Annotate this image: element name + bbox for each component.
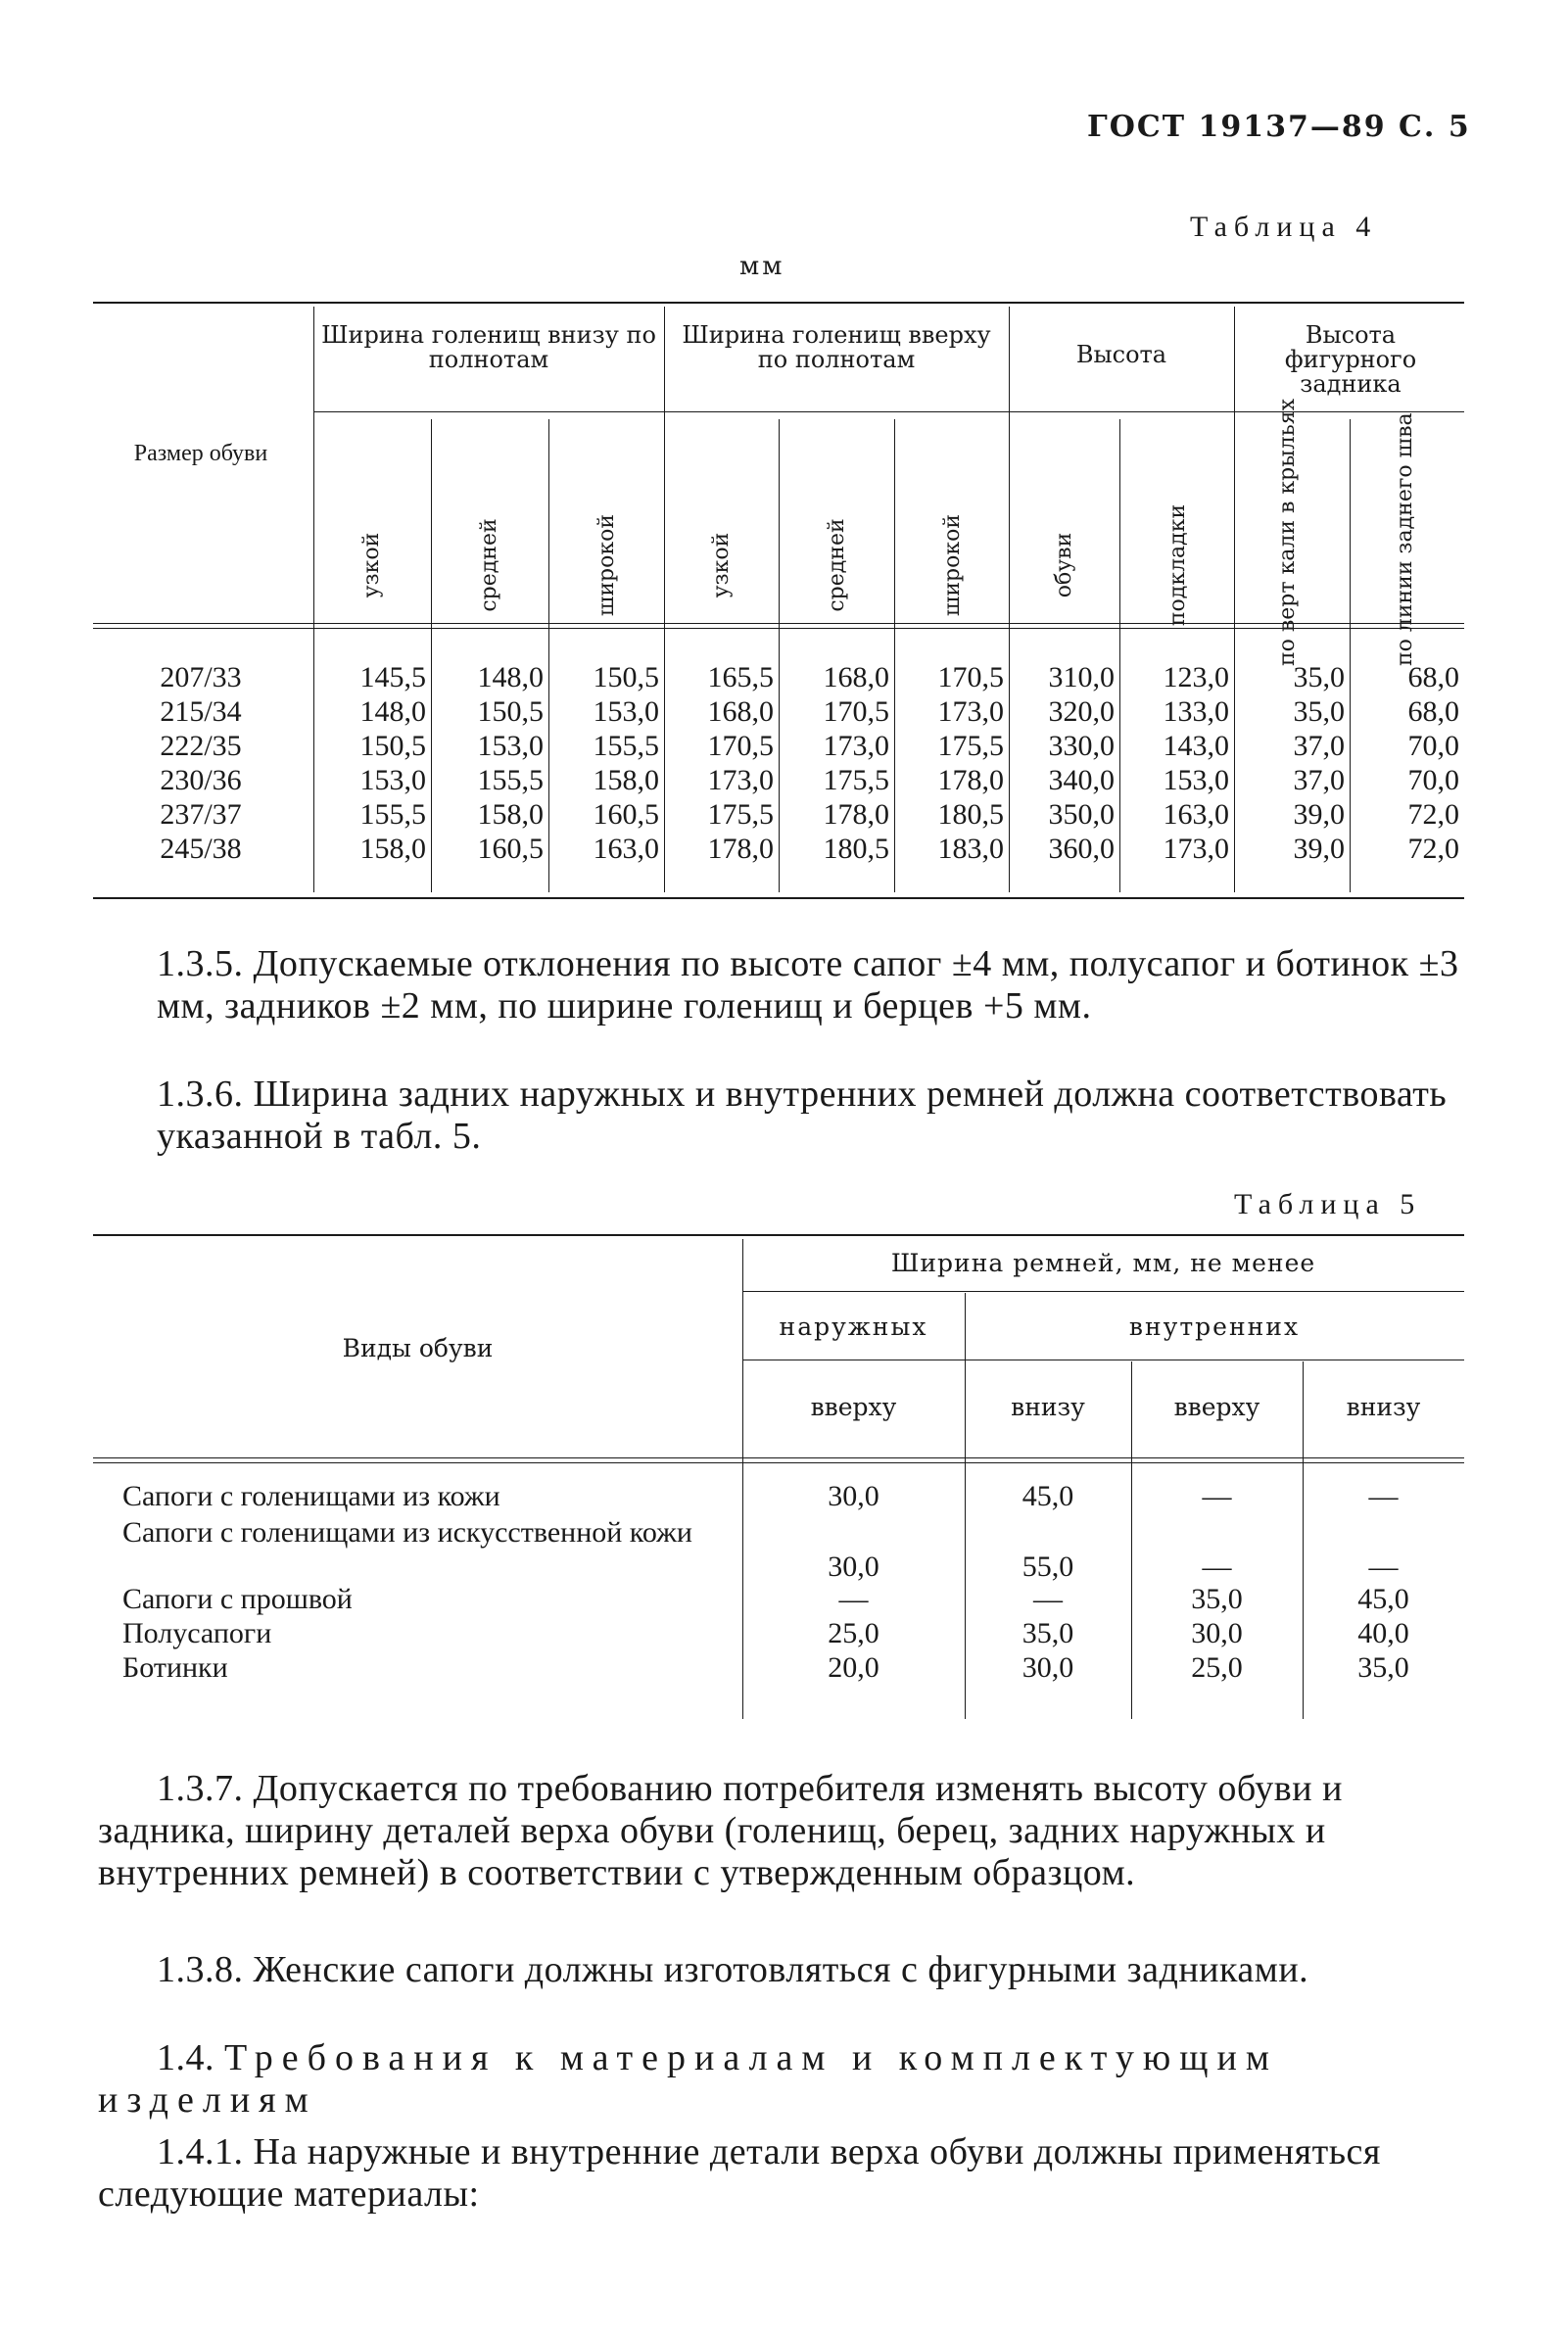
t4-sub-wide-2: широкой (940, 513, 965, 617)
t5-cell: 30,0 (1191, 1617, 1243, 1649)
t4-cell: 155,5 (359, 798, 426, 831)
t4-cell: 68,0 (1407, 661, 1459, 693)
t4-cell: 158,0 (593, 764, 659, 796)
t4-cell: 183,0 (937, 833, 1004, 865)
t4-cell: 145,5 (359, 661, 426, 693)
paragraph-1-3-6: 1.3.6. Ширина задних наружных и внутренних ремней должна соответствовать указанной в табл. 5. (157, 1074, 1448, 1157)
t4-cell: 180,5 (937, 798, 1004, 831)
t4-cell: 148,0 (359, 695, 426, 728)
t4-cell: 168,0 (707, 695, 774, 728)
t4-cell: 68,0 (1407, 695, 1459, 728)
t4-cell: 340,0 (1048, 764, 1115, 796)
table5-top-header: Ширина ремней, мм, не менее (890, 1249, 1316, 1277)
t4-cell: 173,0 (707, 764, 774, 796)
t4-cell: 170,5 (823, 695, 889, 728)
t4-cell: 72,0 (1407, 798, 1459, 831)
t4-cell: 173,0 (1163, 833, 1229, 865)
t4-cell: 37,0 (1293, 764, 1345, 796)
section-1-4-number: 1.4. (157, 2037, 214, 2078)
t4-cell: 310,0 (1048, 661, 1115, 693)
t5-cell: — (1033, 1583, 1063, 1615)
table4-group-height: Высота (1075, 341, 1167, 368)
t5-cell: 25,0 (1191, 1651, 1243, 1684)
t4-row-size: 245/38 (160, 833, 242, 865)
t4-cell: 350,0 (1048, 798, 1115, 831)
table4-group-top-width: Ширина голенищ вверху по полнотам (682, 321, 991, 373)
t4-row-size: 222/35 (160, 730, 242, 762)
page-header: ГОСТ 19137—89 С. 5 (1087, 110, 1471, 144)
t5-cell: — (1368, 1551, 1399, 1583)
t5-row-name: Сапоги с голенищами из искусственной кожи (122, 1516, 692, 1549)
t4-sub-back-seam: по линии заднего шва (1393, 412, 1417, 666)
t4-cell: 35,0 (1293, 661, 1345, 693)
t4-cell: 178,0 (823, 798, 889, 831)
t4-cell: 158,0 (477, 798, 544, 831)
t5-cell: 35,0 (1022, 1617, 1074, 1649)
t4-sub-vertical-wings: по верт кали в крыльях (1275, 398, 1300, 666)
t5-row-name: Сапоги с голенищами из кожи (122, 1480, 500, 1512)
t4-row-size: 207/33 (160, 661, 242, 693)
table5-sub-inner-bottom: внизу (1346, 1393, 1421, 1421)
t4-row-size: 215/34 (160, 695, 242, 728)
t4-cell: 180,5 (823, 833, 889, 865)
t4-cell: 160,5 (593, 798, 659, 831)
t5-row-name: Полусапоги (122, 1617, 272, 1649)
t5-cell: 20,0 (828, 1651, 879, 1684)
t4-cell: 153,0 (477, 730, 544, 762)
t4-cell: 170,5 (707, 730, 774, 762)
paragraph-1-4-1: 1.4.1. На наружные и внутренние детали верха обуви должны применяться следующие материалы: (98, 2131, 1381, 2215)
t4-row-size: 237/37 (160, 798, 242, 831)
table4-row-header: Размер обуви (133, 441, 268, 466)
t4-sub-lining: подкладки (1165, 503, 1190, 627)
table4-group-heel-height: Высота фигурного задника (1284, 321, 1417, 398)
t4-sub-wide-1: широкой (594, 513, 619, 617)
t4-sub-narrow-2: узкой (709, 532, 734, 598)
t5-cell: — (1368, 1480, 1399, 1512)
t4-cell: 155,5 (477, 764, 544, 796)
t4-cell: 175,5 (937, 730, 1004, 762)
t4-cell: 153,0 (359, 764, 426, 796)
t4-cell: 150,5 (593, 661, 659, 693)
table5-group-outer: наружных (779, 1312, 928, 1341)
section-1-4-heading (98, 2037, 1464, 2122)
table4-units: мм (739, 252, 785, 281)
t4-sub-medium-1: средней (477, 518, 501, 612)
table4-group-bottom-width: Ширина голенищ внизу по полнотам (321, 321, 656, 373)
t4-cell: 153,0 (593, 695, 659, 728)
paragraph-1-3-8: 1.3.8. Женские сапоги должны изготовляться с фигурными задниками. (157, 1949, 1309, 1990)
t4-cell: 39,0 (1293, 798, 1345, 831)
t4-cell: 163,0 (1163, 798, 1229, 831)
t4-cell: 153,0 (1163, 764, 1229, 796)
t4-cell: 37,0 (1293, 730, 1345, 762)
section-1-4-title: Требования к материалам и комплектующим изделиям (98, 2037, 1278, 2121)
t4-cell: 173,0 (823, 730, 889, 762)
t5-row-name: Сапоги с прошвой (122, 1583, 353, 1615)
t5-cell: — (1202, 1551, 1232, 1583)
t5-cell: 55,0 (1022, 1551, 1074, 1583)
paragraph-1-3-5: 1.3.5. Допускаемые отклонения по высоте сапог ±4 мм, полусапог и ботинок ±3 мм, задников ±2 мм, по ширине голенищ и берцев +5 мм. (157, 943, 1459, 1026)
t4-cell: 178,0 (707, 833, 774, 865)
t5-cell: 40,0 (1357, 1617, 1409, 1649)
t4-cell: 155,5 (593, 730, 659, 762)
t5-cell: — (838, 1583, 869, 1615)
table5-caption: Таблица 5 (1234, 1188, 1422, 1220)
t4-cell: 133,0 (1163, 695, 1229, 728)
t4-cell: 39,0 (1293, 833, 1345, 865)
paragraph-1-3-7: 1.3.7. Допускается по требованию потребителя изменять высоту обуви и задника, ширину деталей верха обуви (голенищ, берец, задних наружных и внутренних ремней) в соответствии с утвержденным образцом. (98, 1768, 1343, 1893)
t4-cell: 150,5 (359, 730, 426, 762)
t4-cell: 165,5 (707, 661, 774, 693)
t4-cell: 123,0 (1163, 661, 1229, 693)
t4-cell: 70,0 (1407, 730, 1459, 762)
t4-cell: 150,5 (477, 695, 544, 728)
t4-sub-narrow-1: узкой (359, 532, 384, 598)
table5-sub-inner-top: вверху (1173, 1393, 1260, 1421)
t5-row-name: Ботинки (122, 1651, 228, 1684)
t5-cell: 45,0 (1022, 1480, 1074, 1512)
t5-cell: 30,0 (1022, 1651, 1074, 1684)
t5-cell: 30,0 (828, 1551, 879, 1583)
t4-cell: 173,0 (937, 695, 1004, 728)
t4-cell: 175,5 (823, 764, 889, 796)
t4-cell: 163,0 (593, 833, 659, 865)
t5-cell: — (1202, 1480, 1232, 1512)
t4-cell: 170,5 (937, 661, 1004, 693)
t5-cell: 35,0 (1191, 1583, 1243, 1615)
t4-cell: 330,0 (1048, 730, 1115, 762)
table5 (93, 1234, 1464, 1726)
table5-sub-outer-bottom: внизу (1011, 1393, 1085, 1421)
t4-cell: 160,5 (477, 833, 544, 865)
t4-sub-medium-2: средней (825, 518, 849, 612)
table5-sub-outer-top: вверху (810, 1393, 897, 1421)
t5-cell: 45,0 (1357, 1583, 1409, 1615)
t4-sub-shoe: обуви (1052, 532, 1076, 598)
table5-group-inner: внутренних (1128, 1312, 1301, 1341)
t5-cell: 25,0 (828, 1617, 879, 1649)
t4-cell: 148,0 (477, 661, 544, 693)
t5-cell: 35,0 (1357, 1651, 1409, 1684)
table4 (93, 302, 1464, 906)
t4-cell: 175,5 (707, 798, 774, 831)
t4-cell: 70,0 (1407, 764, 1459, 796)
t4-cell: 168,0 (823, 661, 889, 693)
t4-cell: 320,0 (1048, 695, 1115, 728)
t4-cell: 72,0 (1407, 833, 1459, 865)
t4-cell: 35,0 (1293, 695, 1345, 728)
t4-cell: 360,0 (1048, 833, 1115, 865)
t4-cell: 143,0 (1163, 730, 1229, 762)
t5-cell: 30,0 (828, 1480, 879, 1512)
t4-cell: 178,0 (937, 764, 1004, 796)
t4-cell: 158,0 (359, 833, 426, 865)
table5-row-header: Виды обуви (342, 1334, 494, 1362)
t4-row-size: 230/36 (160, 764, 242, 796)
table4-caption: Таблица 4 (1190, 211, 1378, 243)
